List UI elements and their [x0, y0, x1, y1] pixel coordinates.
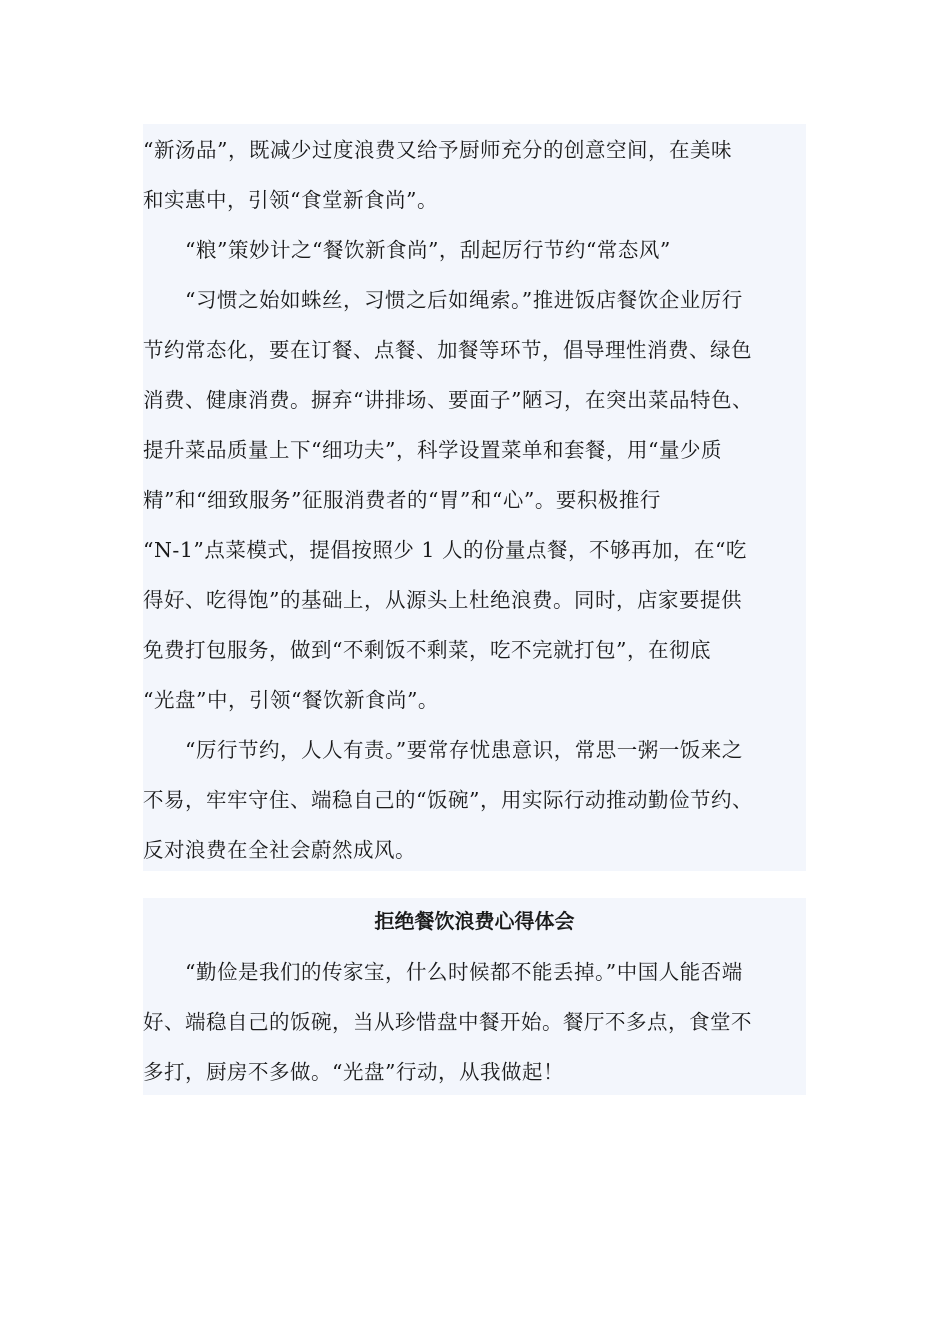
text-line: 免费打包服务，做到“不剩饭不剩菜，吃不完就打包”，在彻底 — [143, 638, 711, 662]
text-line: 不易，牢牢守住、端稳自己的“饭碗”，用实际行动推动勤俭节约、 — [143, 788, 753, 812]
text-line: 得好、吃得饱”的基础上，从源头上杜绝浪费。同时，店家要提供 — [143, 588, 742, 612]
article-section-1 — [143, 124, 806, 871]
text-line: “厉行节约，人人有责。”要常存忧患意识，常思一粥一饭来之 — [143, 738, 743, 762]
text-line: 提升菜品质量上下“细功夫”，科学设置菜单和套餐，用“量少质 — [143, 438, 722, 462]
text-line: 精”和“细致服务”征服消费者的“胃”和“心”。要积极推行 — [143, 488, 661, 512]
text-line: “新汤品”，既减少过度浪费又给予厨师充分的创意空间，在美味 — [143, 138, 732, 162]
text-line: “习惯之始如蛛丝，习惯之后如绳索。”推进饭店餐饮企业厉行 — [143, 288, 743, 312]
text-line: 节约常态化，要在订餐、点餐、加餐等环节，倡导理性消费、绿色 — [143, 338, 752, 362]
text-line: 消费、健康消费。摒弃“讲排场、要面子”陋习，在突出菜品特色、 — [143, 388, 753, 412]
text-line: 好、端稳自己的饭碗，当从珍惜盘中餐开始。餐厅不多点，食堂不 — [143, 1010, 752, 1034]
text-line: “N-1”点菜模式，提倡按照少 1 人的份量点餐，不够再加，在“吃 — [143, 538, 747, 562]
subheading-line: “粮”策妙计之“餐饮新食尚”，刮起厉行节约“常态风” — [143, 238, 671, 262]
text-line: 多打，厨房不多做。“光盘”行动，从我做起！ — [143, 1060, 564, 1084]
text-line: “勤俭是我们的传家宝，什么时候都不能丢掉。”中国人能否端 — [143, 960, 743, 984]
section-title: 拒绝餐饮浪费心得体会 — [374, 909, 575, 933]
text-line: “光盘”中，引领“餐饮新食尚”。 — [143, 688, 439, 712]
text-line: 反对浪费在全社会蔚然成风。 — [143, 838, 416, 862]
text-line: 和实惠中，引领“食堂新食尚”。 — [143, 188, 438, 212]
article-section-2 — [143, 898, 806, 1095]
